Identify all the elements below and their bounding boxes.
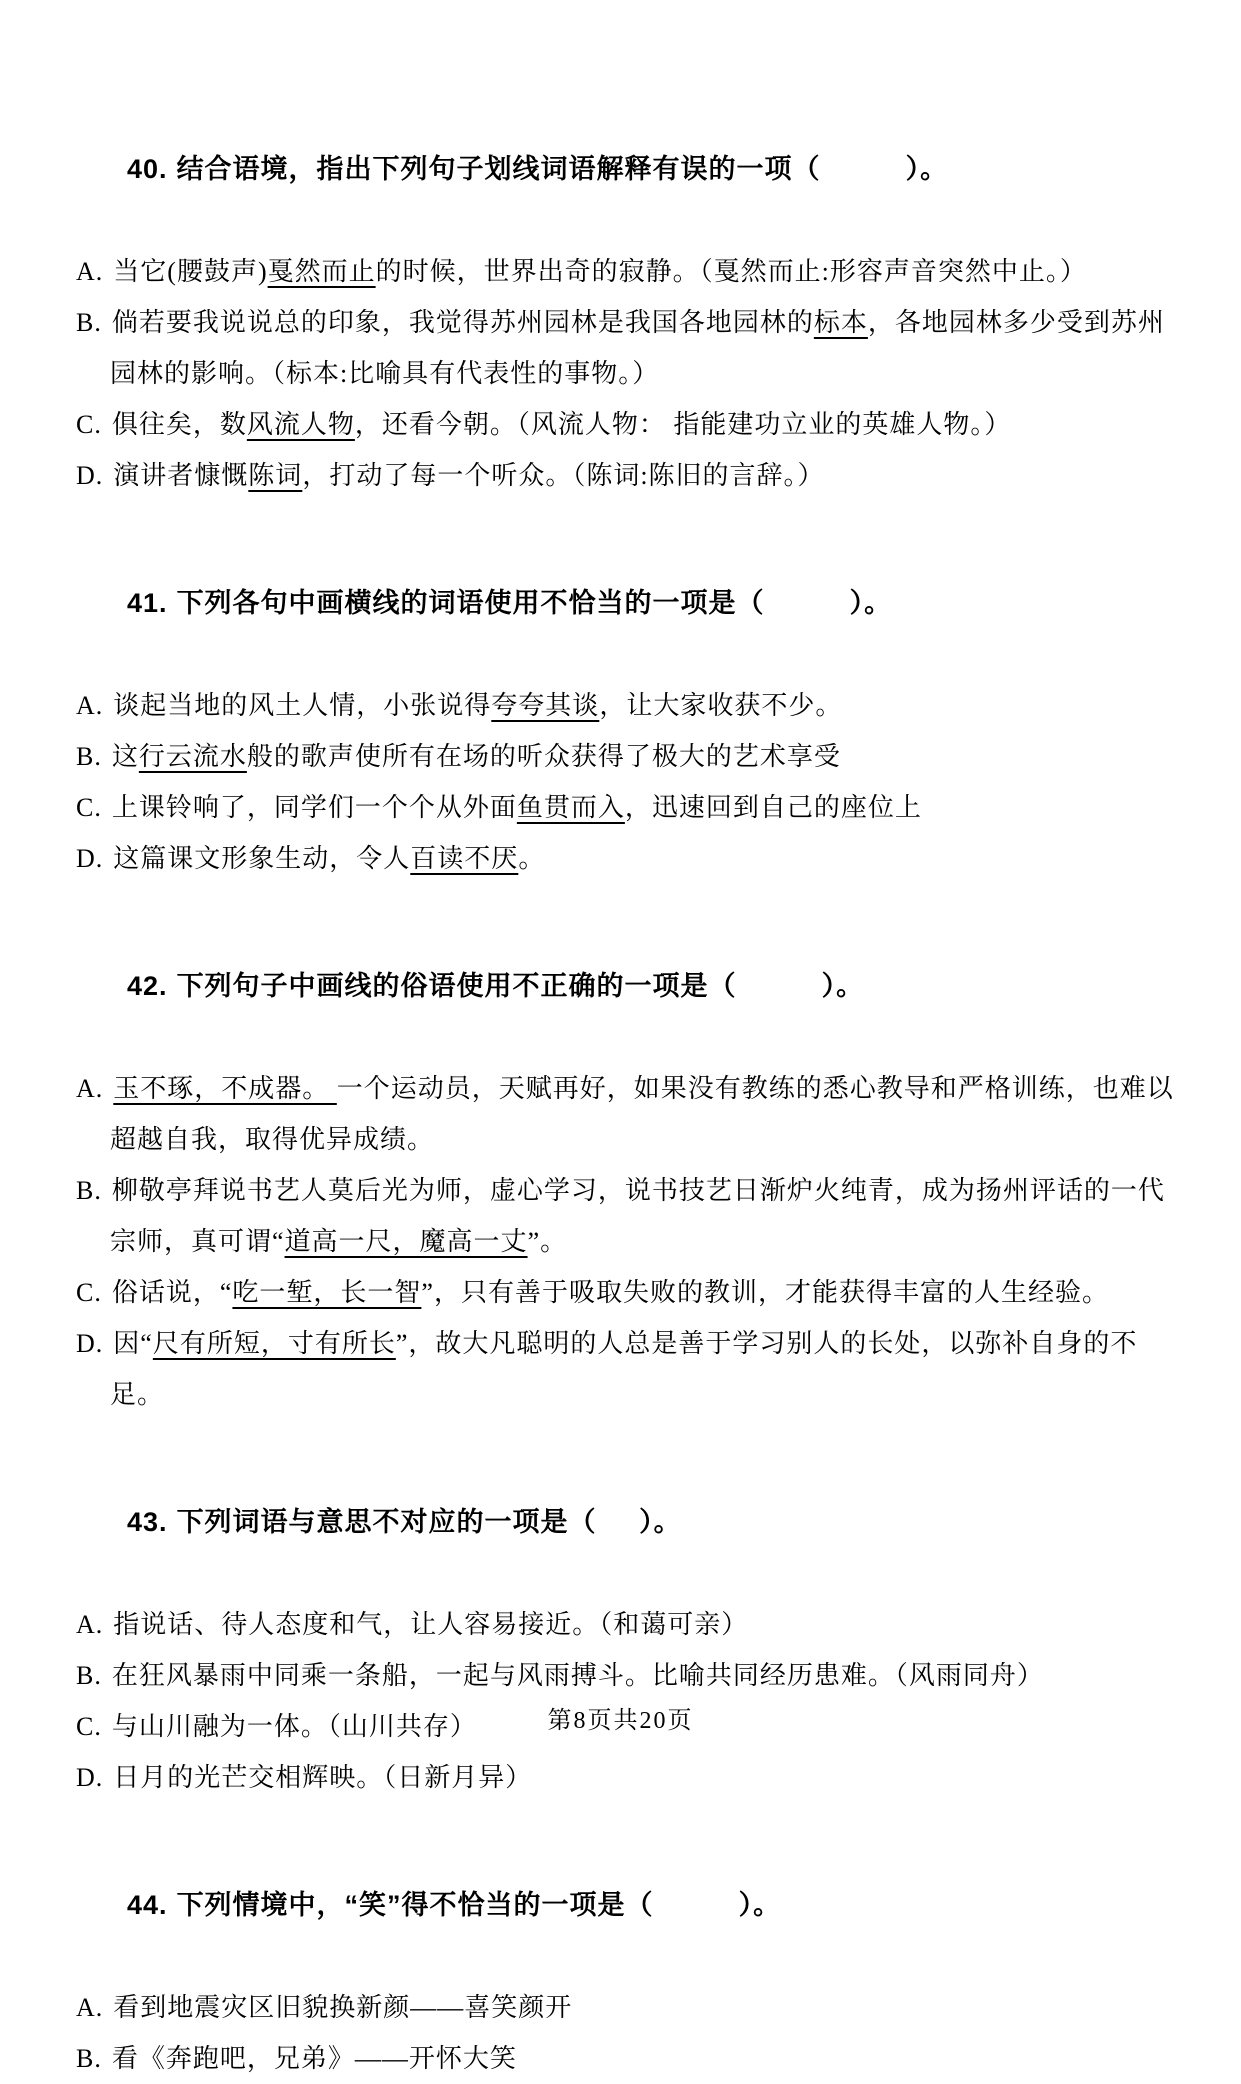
option-label: C. [76, 410, 102, 439]
question-number: 43. [127, 1507, 168, 1537]
option-text [110, 308, 1165, 388]
option-text-segment: 这篇课文形象生动，令人 [113, 844, 411, 873]
option-text [112, 410, 1012, 439]
page-footer [0, 1700, 1241, 1735]
option-text [112, 742, 841, 771]
option-label: A. [76, 257, 104, 286]
option-label: D. [76, 461, 104, 490]
option-text-segment: 日月的光芒交相辉映。（日新月异） [113, 1763, 533, 1792]
option-text-segment: ，各地园林多少受到苏州园林的影响。（标本:比喻具有代表性的事物。） [110, 308, 1165, 388]
option-text [112, 793, 922, 822]
question-block [76, 1829, 1183, 2084]
underlined-phrase: 风流人物 [246, 410, 355, 439]
option-row [76, 2033, 1183, 2084]
option-row [76, 731, 1183, 782]
option-text-segment: 演讲者慷慨 [113, 461, 249, 490]
option-row [76, 1599, 1183, 1650]
question-block [76, 910, 1183, 1420]
option-row [76, 1165, 1183, 1267]
underlined-phrase: 陈词 [248, 461, 303, 490]
underlined-phrase: 百读不厌 [410, 844, 519, 873]
option-text [113, 461, 824, 490]
option-text [112, 1278, 1109, 1307]
options [76, 1063, 1183, 1420]
options [76, 680, 1183, 884]
option-text-segment: 在狂风暴雨中同乘一条船，一起与风雨搏斗。比喻共同经历患难。（风雨同舟） [111, 1661, 1044, 1690]
option-label: B. [76, 2044, 102, 2073]
option-text-segment: 因“ [113, 1329, 153, 1358]
option-text [110, 1176, 1165, 1256]
question-title [76, 1446, 1183, 1599]
option-label: B. [76, 308, 102, 337]
option-text-segment: 谈起当地的风土人情，小张说得 [113, 691, 492, 720]
options [76, 1982, 1183, 2084]
option-text-segment: 上课铃响了，同学们一个个从外面 [111, 793, 517, 822]
option-text [113, 844, 545, 873]
option-text-segment: ，迅速回到自己的座位上 [624, 793, 922, 822]
option-text-segment: ”。 [527, 1227, 568, 1256]
option-label: B. [76, 1176, 102, 1205]
options [76, 246, 1183, 501]
underlined-phrase: 标本 [813, 308, 868, 337]
question-number: 41. [127, 588, 168, 618]
question-block [76, 527, 1183, 884]
question-text: 下列情境中，“笑”得不恰当的一项是（ ）。 [176, 1890, 782, 1920]
option-label: C. [76, 1278, 102, 1307]
option-label: A. [76, 1074, 104, 1103]
option-text [113, 1763, 532, 1792]
option-label: D. [76, 1329, 104, 1358]
option-row [76, 450, 1183, 501]
option-label: D. [76, 1763, 104, 1792]
option-row [76, 297, 1183, 399]
question-text: 下列句子中画线的俗语使用不正确的一项是（ ）。 [176, 971, 865, 1001]
option-row [76, 833, 1183, 884]
option-text [113, 1610, 748, 1639]
question-text: 下列各句中画横线的词语使用不恰当的一项是（ ）。 [176, 588, 893, 618]
option-text-segment: 一个运动员，天赋再好，如果没有教练的悉心教导和严格训练，也难以超越自我，取得优异成绩。 [110, 1074, 1174, 1154]
option-label: B. [76, 1661, 102, 1690]
option-text [110, 1329, 1137, 1409]
option-text-segment: ”，故大凡聪明的人总是善于学习别人的长处，以弥补自身的不足。 [110, 1329, 1138, 1409]
underlined-phrase: 玉不琢，不成器。 [113, 1074, 337, 1103]
question-title [76, 527, 1183, 680]
question-number: 44. [127, 1890, 168, 1920]
option-text-segment: 看《奔跑吧，兄弟》——开怀大笑 [111, 2044, 517, 2073]
option-text-segment: 。 [518, 844, 546, 873]
option-label: D. [76, 844, 104, 873]
option-row [76, 680, 1183, 731]
option-text [112, 2044, 517, 2073]
underlined-phrase: 吃一堑，长一智 [232, 1278, 422, 1307]
underlined-phrase: 夸夸其谈 [491, 691, 600, 720]
question-number: 42. [127, 971, 168, 1001]
option-text-segment: 倘若要我说说总的印象，我觉得苏州园林是我国各地园林的 [111, 308, 814, 337]
question-text: 下列词语与意思不对应的一项是（ ）。 [176, 1507, 682, 1537]
underlined-phrase: 戛然而止 [267, 257, 376, 286]
option-row [76, 246, 1183, 297]
question-text: 结合语境，指出下列句子划线词语解释有误的一项（ ）。 [176, 154, 949, 184]
option-text-segment: ，打动了每一个听众。（陈词:陈旧的言辞。） [302, 461, 825, 490]
question-title [76, 910, 1183, 1063]
option-text-segment: 俗话说，“ [111, 1278, 233, 1307]
option-text [112, 1661, 1044, 1690]
option-text-segment: 与山川融为一体。（山川共存） [111, 1712, 477, 1741]
option-label: C. [76, 1712, 102, 1741]
option-row [76, 1267, 1183, 1318]
question-block [76, 1446, 1183, 1803]
option-text-segment: 柳敬亭拜说书艺人莫后光为师，虚心学习，说书技艺日渐炉火纯青，成为扬州评话的一代宗师，真可谓“ [110, 1176, 1165, 1256]
option-label: C. [76, 793, 102, 822]
question-title [76, 93, 1183, 246]
option-row [76, 1063, 1183, 1165]
option-text-segment: 看到地震灾区旧貌换新颜——喜笑颜开 [113, 1993, 573, 2022]
option-text-segment: 般的歌声使所有在场的听众获得了极大的艺术享受 [246, 742, 841, 771]
option-label: B. [76, 742, 102, 771]
option-text [110, 1074, 1174, 1154]
question-title [76, 1829, 1183, 1982]
underlined-phrase: 尺有所短，寸有所长 [152, 1329, 396, 1358]
underlined-phrase: 鱼贯而入 [516, 793, 625, 822]
option-label: A. [76, 1610, 104, 1639]
option-text-segment: ，让大家收获不少。 [599, 691, 843, 720]
option-text [113, 257, 1087, 286]
underlined-phrase: 行云流水 [138, 742, 247, 771]
option-row [76, 782, 1183, 833]
option-text-segment: 的时候，世界出奇的寂静。（戛然而止:形容声音突然中止。） [375, 257, 1087, 286]
option-row [76, 1982, 1183, 2033]
option-text-segment: 当它(腰鼓声) [113, 257, 268, 286]
option-text-segment: 俱往矣，数 [111, 410, 247, 439]
question-block [76, 93, 1183, 501]
option-text [113, 691, 842, 720]
option-row [76, 1650, 1183, 1701]
option-row [76, 1752, 1183, 1803]
option-text [113, 1993, 572, 2022]
question-number: 40. [127, 154, 168, 184]
option-text-segment: ，还看今朝。（风流人物： 指能建功立业的英雄人物。） [354, 410, 1012, 439]
option-label: A. [76, 1993, 104, 2022]
page-number: 第8页共20页 [547, 1708, 694, 1734]
option-text-segment: 指说话、待人态度和气，让人容易接近。（和蔼可亲） [113, 1610, 749, 1639]
option-row [76, 1318, 1183, 1420]
option-text-segment: 这 [111, 742, 139, 771]
option-row [76, 399, 1183, 450]
option-label: A. [76, 691, 104, 720]
underlined-phrase: 道高一尺，魔高一丈 [284, 1227, 528, 1256]
option-text-segment: ”，只有善于吸取失败的教训，才能获得丰富的人生经验。 [421, 1278, 1109, 1307]
